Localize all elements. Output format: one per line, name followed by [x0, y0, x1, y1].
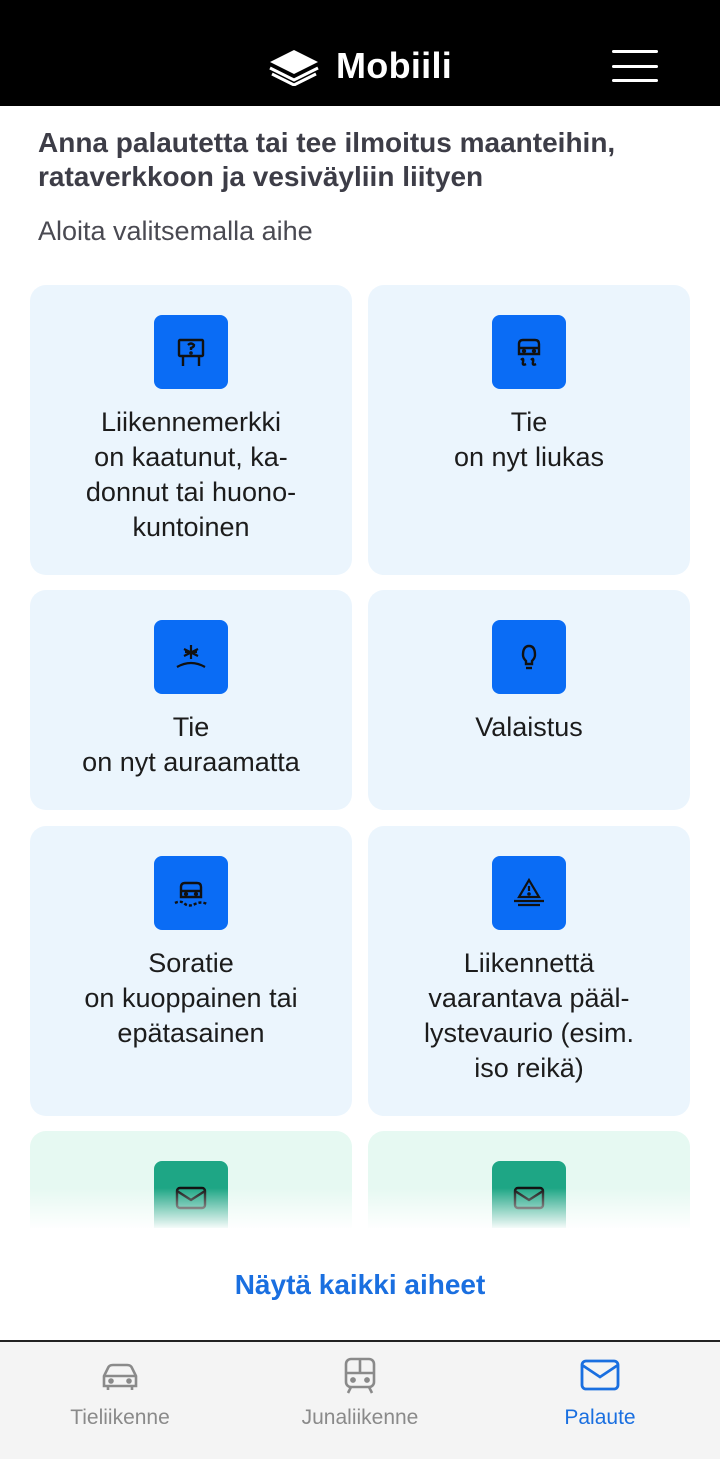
layers-logo-icon	[264, 46, 324, 86]
nav-label: Junaliikenne	[301, 1406, 419, 1429]
topic-label: Soratie on kuoppainen tai epätasainen	[84, 948, 298, 1048]
topic-card-unplowed-road[interactable]	[30, 590, 352, 810]
snow-road-icon	[154, 620, 228, 694]
slippery-road-car-icon	[492, 315, 566, 389]
nav-item-train-traffic[interactable]	[240, 1342, 480, 1459]
topic-card-lighting[interactable]	[368, 590, 690, 810]
topic-card-slippery-road[interactable]	[368, 285, 690, 575]
show-all-topics-button[interactable]	[0, 1228, 720, 1340]
lightbulb-icon	[492, 620, 566, 694]
brand-logo[interactable]	[264, 44, 452, 88]
nav-label: Tieliikenne	[70, 1406, 170, 1429]
nav-item-road-traffic[interactable]	[0, 1342, 240, 1459]
scroll-fade	[0, 1188, 720, 1230]
topic-card-traffic-sign[interactable]	[30, 285, 352, 575]
car-icon	[98, 1356, 142, 1396]
brand-name: Mobiili	[336, 45, 453, 86]
topic-label: Liikennettä vaarantava pääl- lystevaurio (esim. iso reikä)	[423, 948, 635, 1083]
top-app-bar	[0, 0, 720, 106]
topic-card-road-damage[interactable]	[368, 826, 690, 1116]
topic-label: Valaistus	[475, 712, 583, 742]
topic-label: Liikennemerkki on kaatunut, ka- donnut tai huono- kuntoinen	[85, 407, 297, 542]
topic-label: Tie on nyt liukas	[453, 407, 605, 472]
bottom-navigation	[0, 1342, 720, 1459]
train-icon	[338, 1356, 382, 1396]
bumpy-road-car-icon	[154, 856, 228, 930]
nav-item-feedback[interactable]	[480, 1342, 720, 1459]
show-all-label: Näytä kaikki aiheet	[234, 1269, 486, 1300]
mail-icon	[578, 1356, 622, 1396]
page-subtitle: Aloita valitsemalla aihe	[38, 216, 313, 246]
nav-label: Palaute	[564, 1406, 636, 1429]
traffic-sign-question-icon	[154, 315, 228, 389]
road-warning-icon	[492, 856, 566, 930]
topic-card-gravel-road[interactable]	[30, 826, 352, 1116]
hamburger-menu-icon[interactable]	[612, 46, 658, 86]
topic-label: Tie on nyt auraamatta	[82, 712, 300, 777]
page-title: Anna palautetta tai tee ilmoitus maanteihin, rataverkkoon ja vesiväyliin liityen	[38, 127, 616, 192]
